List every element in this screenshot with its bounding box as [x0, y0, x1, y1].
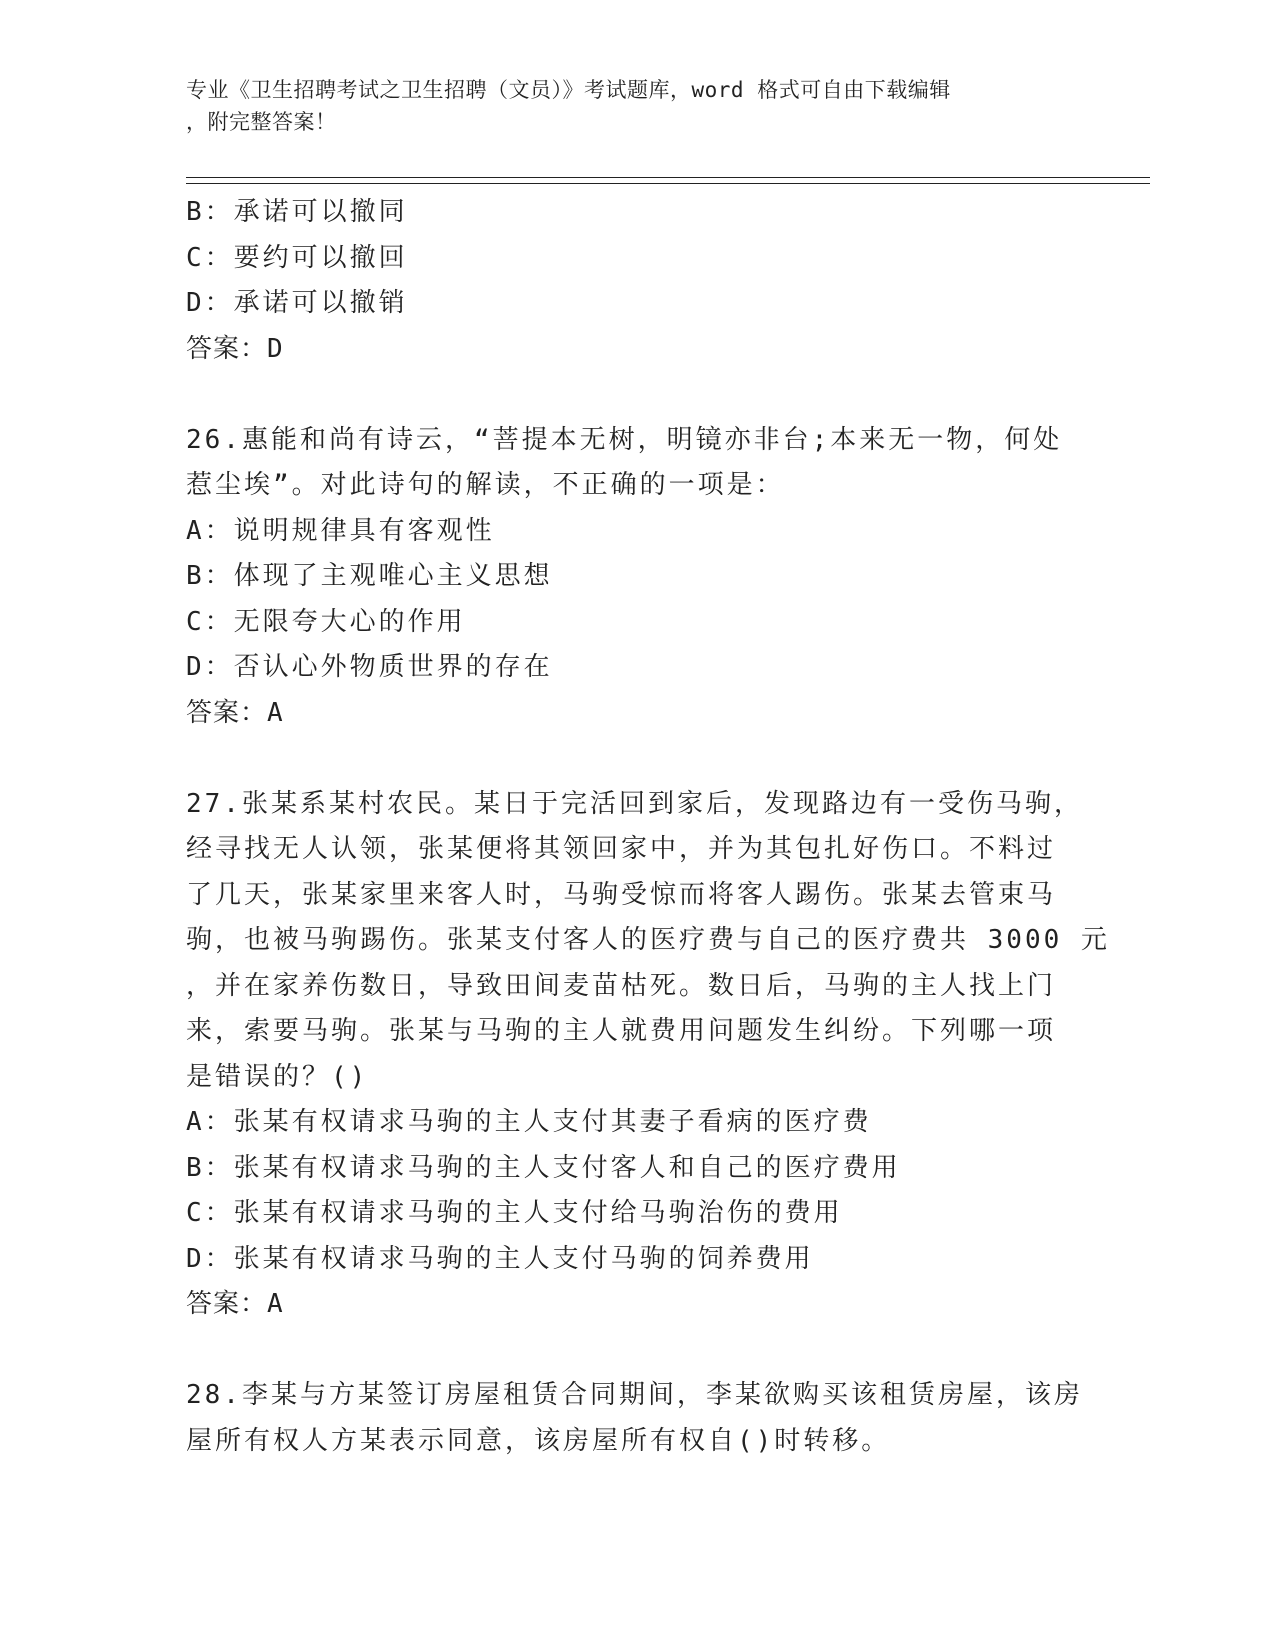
question-content — [186, 190, 1110, 1464]
q26-option-a: A：说明规律具有客观性 — [186, 515, 495, 546]
q25-option-b: B：承诺可以撤同 — [186, 197, 408, 227]
q26-answer: 答案：A — [186, 697, 284, 728]
q27-option-d: D：张某有权请求马驹的主人支付马驹的饲养费用 — [186, 1243, 814, 1274]
header-divider-bottom — [186, 183, 1150, 184]
question-26 — [186, 418, 1086, 737]
q26-option-c: C：无限夸大心的作用 — [186, 606, 466, 637]
spacer — [186, 1328, 1086, 1374]
question-25-tail — [186, 190, 1086, 372]
q27-stem-line-4: 驹，也被马驹踢伤。张某支付客人的医疗费与自己的医疗费共 3000 元 — [186, 925, 1110, 955]
question-27 — [186, 782, 1110, 1328]
q26-option-b: B：体现了主观唯心主义思想 — [186, 561, 553, 591]
header-line-1: 专业《卫生招聘考试之卫生招聘（文员）》考试题库，word 格式可自由下载编辑 — [186, 78, 951, 102]
q25-answer: 答案：D — [186, 333, 284, 364]
q26-stem-line-2: 惹尘埃”。对此诗句的解读，不正确的一项是： — [186, 470, 785, 500]
q27-stem-line-2: 经寻找无人认领，张某便将其领回家中，并为其包扎好伤口。不料过 — [186, 834, 1057, 864]
q27-stem-line-1: 27.张某系某村农民。某日于完活回到家后，发现路边有一受伤马驹， — [186, 788, 1083, 819]
header-divider-top — [186, 177, 1150, 178]
q27-option-a: A：张某有权请求马驹的主人支付其妻子看病的医疗费 — [186, 1107, 872, 1137]
spacer — [186, 736, 1086, 782]
q27-stem-line-5: ，并在家养伤数日，导致田间麦苗枯死。数日后，马驹的主人找上门 — [186, 970, 1057, 1001]
q25-option-d: D：承诺可以撤销 — [186, 288, 408, 318]
q27-stem-line-3: 了几天，张某家里来客人时，马驹受惊而将客人踢伤。张某去管束马 — [186, 879, 1057, 910]
q27-option-c: C：张某有权请求马驹的主人支付给马驹治伤的费用 — [186, 1198, 843, 1228]
q27-option-b: B：张某有权请求马驹的主人支付客人和自己的医疗费用 — [186, 1152, 901, 1183]
q25-option-c: C：要约可以撤回 — [186, 242, 408, 273]
q26-option-d: D：否认心外物质世界的存在 — [186, 652, 553, 682]
q27-stem-line-7: 是错误的？() — [186, 1061, 369, 1092]
header-line-2: ，附完整答案！ — [186, 110, 337, 134]
q28-stem-line-2: 屋所有权人方某表示同意，该房屋所有权自()时转移。 — [186, 1425, 891, 1456]
question-28 — [186, 1373, 1086, 1464]
q26-stem-line-1: 26.惠能和尚有诗云，“菩提本无树，明镜亦非台;本来无一物，何处 — [186, 424, 1063, 455]
spacer — [186, 372, 1086, 418]
q27-stem-line-6: 来，索要马驹。张某与马驹的主人就费用问题发生纠纷。下列哪一项 — [186, 1016, 1057, 1046]
page-header — [186, 74, 1066, 138]
q27-answer: 答案：A — [186, 1289, 284, 1319]
q28-stem-line-1: 28.李某与方某签订房屋租赁合同期间，李某欲购买该租赁房屋，该房 — [186, 1380, 1083, 1410]
